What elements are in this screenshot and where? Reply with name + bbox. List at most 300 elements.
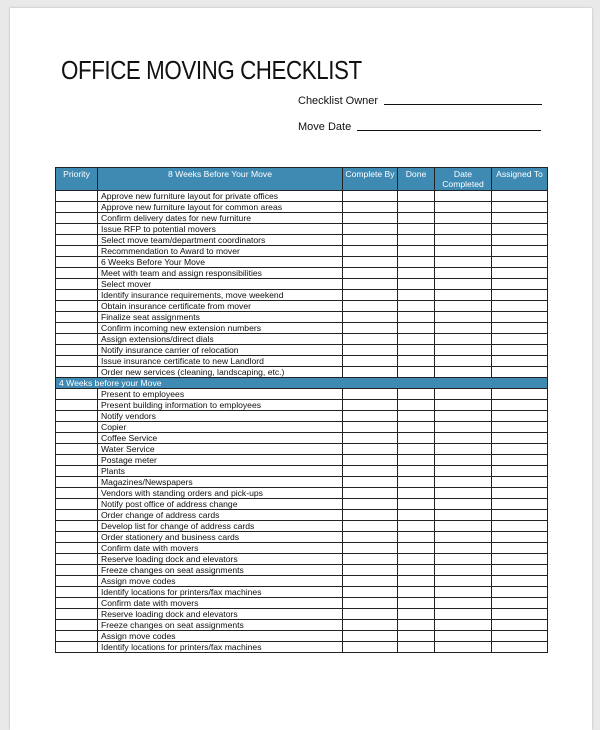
done-cell[interactable] bbox=[398, 334, 435, 345]
complete-by-cell[interactable] bbox=[343, 367, 398, 378]
done-cell[interactable] bbox=[398, 510, 435, 521]
assigned-to-cell[interactable] bbox=[492, 631, 548, 642]
assigned-to-cell[interactable] bbox=[492, 411, 548, 422]
task-cell: Order stationery and business cards bbox=[98, 532, 343, 543]
date-completed-cell[interactable] bbox=[435, 389, 492, 400]
col-assigned-to: Assigned To bbox=[492, 168, 548, 191]
task-cell: Freeze changes on seat assignments bbox=[98, 565, 343, 576]
assigned-to-cell[interactable] bbox=[492, 312, 548, 323]
priority-cell[interactable] bbox=[56, 323, 98, 334]
priority-cell[interactable] bbox=[56, 235, 98, 246]
date-completed-cell[interactable] bbox=[435, 356, 492, 367]
task-cell: Confirm delivery dates for new furniture bbox=[98, 213, 343, 224]
date-completed-cell[interactable] bbox=[435, 455, 492, 466]
date-completed-cell[interactable] bbox=[435, 257, 492, 268]
priority-cell[interactable] bbox=[56, 499, 98, 510]
task-cell: Copier bbox=[98, 422, 343, 433]
priority-cell[interactable] bbox=[56, 422, 98, 433]
priority-cell[interactable] bbox=[56, 279, 98, 290]
complete-by-cell[interactable] bbox=[343, 455, 398, 466]
assigned-to-cell[interactable] bbox=[492, 323, 548, 334]
table-row bbox=[56, 488, 548, 499]
done-cell[interactable] bbox=[398, 257, 435, 268]
complete-by-cell[interactable] bbox=[343, 642, 398, 653]
task-cell: Identify insurance requirements, move weekend bbox=[98, 290, 343, 301]
done-cell[interactable] bbox=[398, 235, 435, 246]
complete-by-cell[interactable] bbox=[343, 312, 398, 323]
assigned-to-cell[interactable] bbox=[492, 356, 548, 367]
priority-cell[interactable] bbox=[56, 466, 98, 477]
table-row bbox=[56, 202, 548, 213]
complete-by-cell[interactable] bbox=[343, 290, 398, 301]
priority-cell[interactable] bbox=[56, 257, 98, 268]
done-cell[interactable] bbox=[398, 499, 435, 510]
assigned-to-cell[interactable] bbox=[492, 191, 548, 202]
table-row bbox=[56, 477, 548, 488]
done-cell[interactable] bbox=[398, 422, 435, 433]
date-completed-cell[interactable] bbox=[435, 224, 492, 235]
assigned-to-cell[interactable] bbox=[492, 345, 548, 356]
task-cell: Meet with team and assign responsibilities bbox=[98, 268, 343, 279]
table-row bbox=[56, 400, 548, 411]
done-cell[interactable] bbox=[398, 554, 435, 565]
complete-by-cell[interactable] bbox=[343, 620, 398, 631]
done-cell[interactable] bbox=[398, 565, 435, 576]
table-row bbox=[56, 444, 548, 455]
done-cell[interactable] bbox=[398, 477, 435, 488]
priority-cell[interactable] bbox=[56, 290, 98, 301]
assigned-to-cell[interactable] bbox=[492, 510, 548, 521]
date-completed-cell[interactable] bbox=[435, 323, 492, 334]
table-row bbox=[56, 224, 548, 235]
date-completed-cell[interactable] bbox=[435, 312, 492, 323]
table-row bbox=[56, 532, 548, 543]
complete-by-cell[interactable] bbox=[343, 191, 398, 202]
move-date-field bbox=[298, 121, 541, 133]
assigned-to-cell[interactable] bbox=[492, 279, 548, 290]
complete-by-cell[interactable] bbox=[343, 202, 398, 213]
assigned-to-cell[interactable] bbox=[492, 235, 548, 246]
assigned-to-cell[interactable] bbox=[492, 609, 548, 620]
priority-cell[interactable] bbox=[56, 444, 98, 455]
section-heading: 4 Weeks before your Move bbox=[56, 378, 548, 389]
date-completed-cell[interactable] bbox=[435, 587, 492, 598]
document-page bbox=[10, 8, 592, 730]
assigned-to-cell[interactable] bbox=[492, 301, 548, 312]
date-completed-cell[interactable] bbox=[435, 301, 492, 312]
table-row bbox=[56, 334, 548, 345]
page-title: OFFICE MOVING CHECKLIST bbox=[61, 55, 362, 85]
done-cell[interactable] bbox=[398, 455, 435, 466]
complete-by-cell[interactable] bbox=[343, 224, 398, 235]
date-completed-cell[interactable] bbox=[435, 477, 492, 488]
task-cell: Identify locations for printers/fax machines bbox=[98, 587, 343, 598]
done-cell[interactable] bbox=[398, 290, 435, 301]
done-cell[interactable] bbox=[398, 642, 435, 653]
checklist-owner-label: Checklist Owner bbox=[298, 95, 379, 107]
date-completed-cell[interactable] bbox=[435, 202, 492, 213]
table-row bbox=[56, 367, 548, 378]
priority-cell[interactable] bbox=[56, 433, 98, 444]
task-cell: Coffee Service bbox=[98, 433, 343, 444]
done-cell[interactable] bbox=[398, 532, 435, 543]
done-cell[interactable] bbox=[398, 488, 435, 499]
table-row bbox=[56, 521, 548, 532]
date-completed-cell[interactable] bbox=[435, 246, 492, 257]
task-cell: Develop list for change of address cards bbox=[98, 521, 343, 532]
done-cell[interactable] bbox=[398, 345, 435, 356]
assigned-to-cell[interactable] bbox=[492, 202, 548, 213]
date-completed-cell[interactable] bbox=[435, 488, 492, 499]
task-cell: Issue insurance certificate to new Landlord bbox=[98, 356, 343, 367]
table-row bbox=[56, 565, 548, 576]
priority-cell[interactable] bbox=[56, 543, 98, 554]
date-completed-cell[interactable] bbox=[435, 609, 492, 620]
table-row bbox=[56, 499, 548, 510]
complete-by-cell[interactable] bbox=[343, 257, 398, 268]
table-row bbox=[56, 257, 548, 268]
table-row bbox=[56, 323, 548, 334]
table-row bbox=[56, 642, 548, 653]
priority-cell[interactable] bbox=[56, 268, 98, 279]
col-done: Done bbox=[398, 168, 435, 191]
move-date-line[interactable] bbox=[357, 130, 541, 131]
complete-by-cell[interactable] bbox=[343, 246, 398, 257]
complete-by-cell[interactable] bbox=[343, 521, 398, 532]
done-cell[interactable] bbox=[398, 279, 435, 290]
assigned-to-cell[interactable] bbox=[492, 466, 548, 477]
date-completed-cell[interactable] bbox=[435, 642, 492, 653]
complete-by-cell[interactable] bbox=[343, 301, 398, 312]
task-cell: Approve new furniture layout for common areas bbox=[98, 202, 343, 213]
task-cell: Vendors with standing orders and pick-ups bbox=[98, 488, 343, 499]
done-cell[interactable] bbox=[398, 521, 435, 532]
assigned-to-cell[interactable] bbox=[492, 598, 548, 609]
date-completed-cell[interactable] bbox=[435, 400, 492, 411]
priority-cell[interactable] bbox=[56, 565, 98, 576]
done-cell[interactable] bbox=[398, 631, 435, 642]
assigned-to-cell[interactable] bbox=[492, 477, 548, 488]
task-cell: Recommendation to Award to mover bbox=[98, 246, 343, 257]
done-cell[interactable] bbox=[398, 356, 435, 367]
task-cell: Assign move codes bbox=[98, 576, 343, 587]
date-completed-cell[interactable] bbox=[435, 543, 492, 554]
complete-by-cell[interactable] bbox=[343, 576, 398, 587]
assigned-to-cell[interactable] bbox=[492, 334, 548, 345]
task-cell: Select move team/department coordinators bbox=[98, 235, 343, 246]
task-cell: Present building information to employees bbox=[98, 400, 343, 411]
assigned-to-cell[interactable] bbox=[492, 224, 548, 235]
priority-cell[interactable] bbox=[56, 400, 98, 411]
table-row bbox=[56, 609, 548, 620]
date-completed-cell[interactable] bbox=[435, 598, 492, 609]
checklist-owner-line[interactable] bbox=[384, 104, 542, 105]
priority-cell[interactable] bbox=[56, 576, 98, 587]
assigned-to-cell[interactable] bbox=[492, 521, 548, 532]
table-row bbox=[56, 554, 548, 565]
checklist-body bbox=[56, 191, 548, 653]
table-row bbox=[56, 312, 548, 323]
task-cell: Assign move codes bbox=[98, 631, 343, 642]
task-cell: Notify insurance carrier of relocation bbox=[98, 345, 343, 356]
task-cell: Postage meter bbox=[98, 455, 343, 466]
complete-by-cell[interactable] bbox=[343, 356, 398, 367]
table-row bbox=[56, 246, 548, 257]
done-cell[interactable] bbox=[398, 202, 435, 213]
table-row bbox=[56, 290, 548, 301]
date-completed-cell[interactable] bbox=[435, 345, 492, 356]
priority-cell[interactable] bbox=[56, 587, 98, 598]
complete-by-cell[interactable] bbox=[343, 477, 398, 488]
table-row bbox=[56, 422, 548, 433]
col-date-completed: Date Completed bbox=[435, 168, 492, 191]
date-completed-cell[interactable] bbox=[435, 444, 492, 455]
priority-cell[interactable] bbox=[56, 411, 98, 422]
assigned-to-cell[interactable] bbox=[492, 389, 548, 400]
date-completed-cell[interactable] bbox=[435, 367, 492, 378]
done-cell[interactable] bbox=[398, 543, 435, 554]
complete-by-cell[interactable] bbox=[343, 334, 398, 345]
priority-cell[interactable] bbox=[56, 598, 98, 609]
assigned-to-cell[interactable] bbox=[492, 488, 548, 499]
date-completed-cell[interactable] bbox=[435, 576, 492, 587]
date-completed-cell[interactable] bbox=[435, 620, 492, 631]
date-completed-cell[interactable] bbox=[435, 235, 492, 246]
priority-cell[interactable] bbox=[56, 609, 98, 620]
complete-by-cell[interactable] bbox=[343, 345, 398, 356]
done-cell[interactable] bbox=[398, 400, 435, 411]
complete-by-cell[interactable] bbox=[343, 510, 398, 521]
complete-by-cell[interactable] bbox=[343, 609, 398, 620]
date-completed-cell[interactable] bbox=[435, 532, 492, 543]
table-row bbox=[56, 587, 548, 598]
task-cell: Issue RFP to potential movers bbox=[98, 224, 343, 235]
assigned-to-cell[interactable] bbox=[492, 367, 548, 378]
priority-cell[interactable] bbox=[56, 224, 98, 235]
complete-by-cell[interactable] bbox=[343, 411, 398, 422]
task-cell: Plants bbox=[98, 466, 343, 477]
complete-by-cell[interactable] bbox=[343, 466, 398, 477]
assigned-to-cell[interactable] bbox=[492, 554, 548, 565]
task-cell: Reserve loading dock and elevators bbox=[98, 609, 343, 620]
task-cell: Confirm incoming new extension numbers bbox=[98, 323, 343, 334]
table-header-row bbox=[56, 168, 548, 191]
done-cell[interactable] bbox=[398, 411, 435, 422]
task-cell: Finalize seat assignments bbox=[98, 312, 343, 323]
date-completed-cell[interactable] bbox=[435, 268, 492, 279]
priority-cell[interactable] bbox=[56, 312, 98, 323]
task-cell: Obtain insurance certificate from mover bbox=[98, 301, 343, 312]
priority-cell[interactable] bbox=[56, 620, 98, 631]
task-cell: Order new services (cleaning, landscaping, etc.) bbox=[98, 367, 343, 378]
date-completed-cell[interactable] bbox=[435, 565, 492, 576]
complete-by-cell[interactable] bbox=[343, 565, 398, 576]
done-cell[interactable] bbox=[398, 598, 435, 609]
task-cell: Magazines/Newspapers bbox=[98, 477, 343, 488]
complete-by-cell[interactable] bbox=[343, 213, 398, 224]
priority-cell[interactable] bbox=[56, 532, 98, 543]
complete-by-cell[interactable] bbox=[343, 323, 398, 334]
done-cell[interactable] bbox=[398, 213, 435, 224]
task-cell: Confirm date with movers bbox=[98, 543, 343, 554]
date-completed-cell[interactable] bbox=[435, 466, 492, 477]
done-cell[interactable] bbox=[398, 609, 435, 620]
assigned-to-cell[interactable] bbox=[492, 257, 548, 268]
col-priority: Priority bbox=[56, 168, 98, 191]
date-completed-cell[interactable] bbox=[435, 411, 492, 422]
priority-cell[interactable] bbox=[56, 631, 98, 642]
col-complete-by: Complete By bbox=[343, 168, 398, 191]
complete-by-cell[interactable] bbox=[343, 598, 398, 609]
assigned-to-cell[interactable] bbox=[492, 433, 548, 444]
priority-cell[interactable] bbox=[56, 345, 98, 356]
task-cell: Identify locations for printers/fax machines bbox=[98, 642, 343, 653]
table-row bbox=[56, 411, 548, 422]
priority-cell[interactable] bbox=[56, 301, 98, 312]
task-cell: Confirm date with movers bbox=[98, 598, 343, 609]
task-cell: Notify post office of address change bbox=[98, 499, 343, 510]
done-cell[interactable] bbox=[398, 191, 435, 202]
assigned-to-cell[interactable] bbox=[492, 565, 548, 576]
complete-by-cell[interactable] bbox=[343, 587, 398, 598]
date-completed-cell[interactable] bbox=[435, 422, 492, 433]
complete-by-cell[interactable] bbox=[343, 444, 398, 455]
assigned-to-cell[interactable] bbox=[492, 444, 548, 455]
priority-cell[interactable] bbox=[56, 455, 98, 466]
complete-by-cell[interactable] bbox=[343, 433, 398, 444]
date-completed-cell[interactable] bbox=[435, 499, 492, 510]
done-cell[interactable] bbox=[398, 312, 435, 323]
table-row bbox=[56, 345, 548, 356]
done-cell[interactable] bbox=[398, 466, 435, 477]
assigned-to-cell[interactable] bbox=[492, 422, 548, 433]
priority-cell[interactable] bbox=[56, 554, 98, 565]
table-row bbox=[56, 598, 548, 609]
col-task: 8 Weeks Before Your Move bbox=[98, 168, 343, 191]
date-completed-cell[interactable] bbox=[435, 521, 492, 532]
assigned-to-cell[interactable] bbox=[492, 576, 548, 587]
assigned-to-cell[interactable] bbox=[492, 268, 548, 279]
complete-by-cell[interactable] bbox=[343, 532, 398, 543]
assigned-to-cell[interactable] bbox=[492, 213, 548, 224]
assigned-to-cell[interactable] bbox=[492, 455, 548, 466]
table-row bbox=[56, 510, 548, 521]
done-cell[interactable] bbox=[398, 246, 435, 257]
priority-cell[interactable] bbox=[56, 477, 98, 488]
assigned-to-cell[interactable] bbox=[492, 290, 548, 301]
complete-by-cell[interactable] bbox=[343, 268, 398, 279]
task-cell: Reserve loading dock and elevators bbox=[98, 554, 343, 565]
priority-cell[interactable] bbox=[56, 510, 98, 521]
done-cell[interactable] bbox=[398, 268, 435, 279]
complete-by-cell[interactable] bbox=[343, 499, 398, 510]
date-completed-cell[interactable] bbox=[435, 433, 492, 444]
priority-cell[interactable] bbox=[56, 642, 98, 653]
task-cell: Assign extensions/direct dials bbox=[98, 334, 343, 345]
date-completed-cell[interactable] bbox=[435, 510, 492, 521]
assigned-to-cell[interactable] bbox=[492, 587, 548, 598]
complete-by-cell[interactable] bbox=[343, 400, 398, 411]
table-row bbox=[56, 543, 548, 554]
priority-cell[interactable] bbox=[56, 213, 98, 224]
done-cell[interactable] bbox=[398, 433, 435, 444]
task-cell: Order change of address cards bbox=[98, 510, 343, 521]
section-header-row bbox=[56, 378, 548, 389]
checklist-table bbox=[55, 167, 548, 653]
table-row bbox=[56, 268, 548, 279]
date-completed-cell[interactable] bbox=[435, 191, 492, 202]
task-cell: Freeze changes on seat assignments bbox=[98, 620, 343, 631]
table-row bbox=[56, 279, 548, 290]
date-completed-cell[interactable] bbox=[435, 279, 492, 290]
table-row bbox=[56, 191, 548, 202]
complete-by-cell[interactable] bbox=[343, 554, 398, 565]
priority-cell[interactable] bbox=[56, 202, 98, 213]
table-row bbox=[56, 235, 548, 246]
priority-cell[interactable] bbox=[56, 521, 98, 532]
complete-by-cell[interactable] bbox=[343, 279, 398, 290]
complete-by-cell[interactable] bbox=[343, 488, 398, 499]
complete-by-cell[interactable] bbox=[343, 422, 398, 433]
date-completed-cell[interactable] bbox=[435, 290, 492, 301]
done-cell[interactable] bbox=[398, 224, 435, 235]
complete-by-cell[interactable] bbox=[343, 389, 398, 400]
done-cell[interactable] bbox=[398, 323, 435, 334]
table-row bbox=[56, 620, 548, 631]
assigned-to-cell[interactable] bbox=[492, 400, 548, 411]
table-row bbox=[56, 466, 548, 477]
checklist-owner-field bbox=[298, 95, 542, 107]
complete-by-cell[interactable] bbox=[343, 543, 398, 554]
table-row bbox=[56, 213, 548, 224]
complete-by-cell[interactable] bbox=[343, 235, 398, 246]
done-cell[interactable] bbox=[398, 620, 435, 631]
table-row bbox=[56, 389, 548, 400]
table-row bbox=[56, 631, 548, 642]
task-cell: Notify vendors bbox=[98, 411, 343, 422]
priority-cell[interactable] bbox=[56, 389, 98, 400]
task-cell: 6 Weeks Before Your Move bbox=[98, 257, 343, 268]
date-completed-cell[interactable] bbox=[435, 554, 492, 565]
done-cell[interactable] bbox=[398, 367, 435, 378]
priority-cell[interactable] bbox=[56, 246, 98, 257]
priority-cell[interactable] bbox=[56, 191, 98, 202]
date-completed-cell[interactable] bbox=[435, 334, 492, 345]
table-row bbox=[56, 455, 548, 466]
priority-cell[interactable] bbox=[56, 367, 98, 378]
priority-cell[interactable] bbox=[56, 356, 98, 367]
done-cell[interactable] bbox=[398, 587, 435, 598]
priority-cell[interactable] bbox=[56, 334, 98, 345]
table-row bbox=[56, 576, 548, 587]
done-cell[interactable] bbox=[398, 301, 435, 312]
priority-cell[interactable] bbox=[56, 488, 98, 499]
date-completed-cell[interactable] bbox=[435, 631, 492, 642]
done-cell[interactable] bbox=[398, 389, 435, 400]
task-cell: Select mover bbox=[98, 279, 343, 290]
done-cell[interactable] bbox=[398, 444, 435, 455]
date-completed-cell[interactable] bbox=[435, 213, 492, 224]
assigned-to-cell[interactable] bbox=[492, 642, 548, 653]
assigned-to-cell[interactable] bbox=[492, 246, 548, 257]
assigned-to-cell[interactable] bbox=[492, 543, 548, 554]
table-row bbox=[56, 433, 548, 444]
assigned-to-cell[interactable] bbox=[492, 532, 548, 543]
assigned-to-cell[interactable] bbox=[492, 620, 548, 631]
complete-by-cell[interactable] bbox=[343, 631, 398, 642]
assigned-to-cell[interactable] bbox=[492, 499, 548, 510]
done-cell[interactable] bbox=[398, 576, 435, 587]
